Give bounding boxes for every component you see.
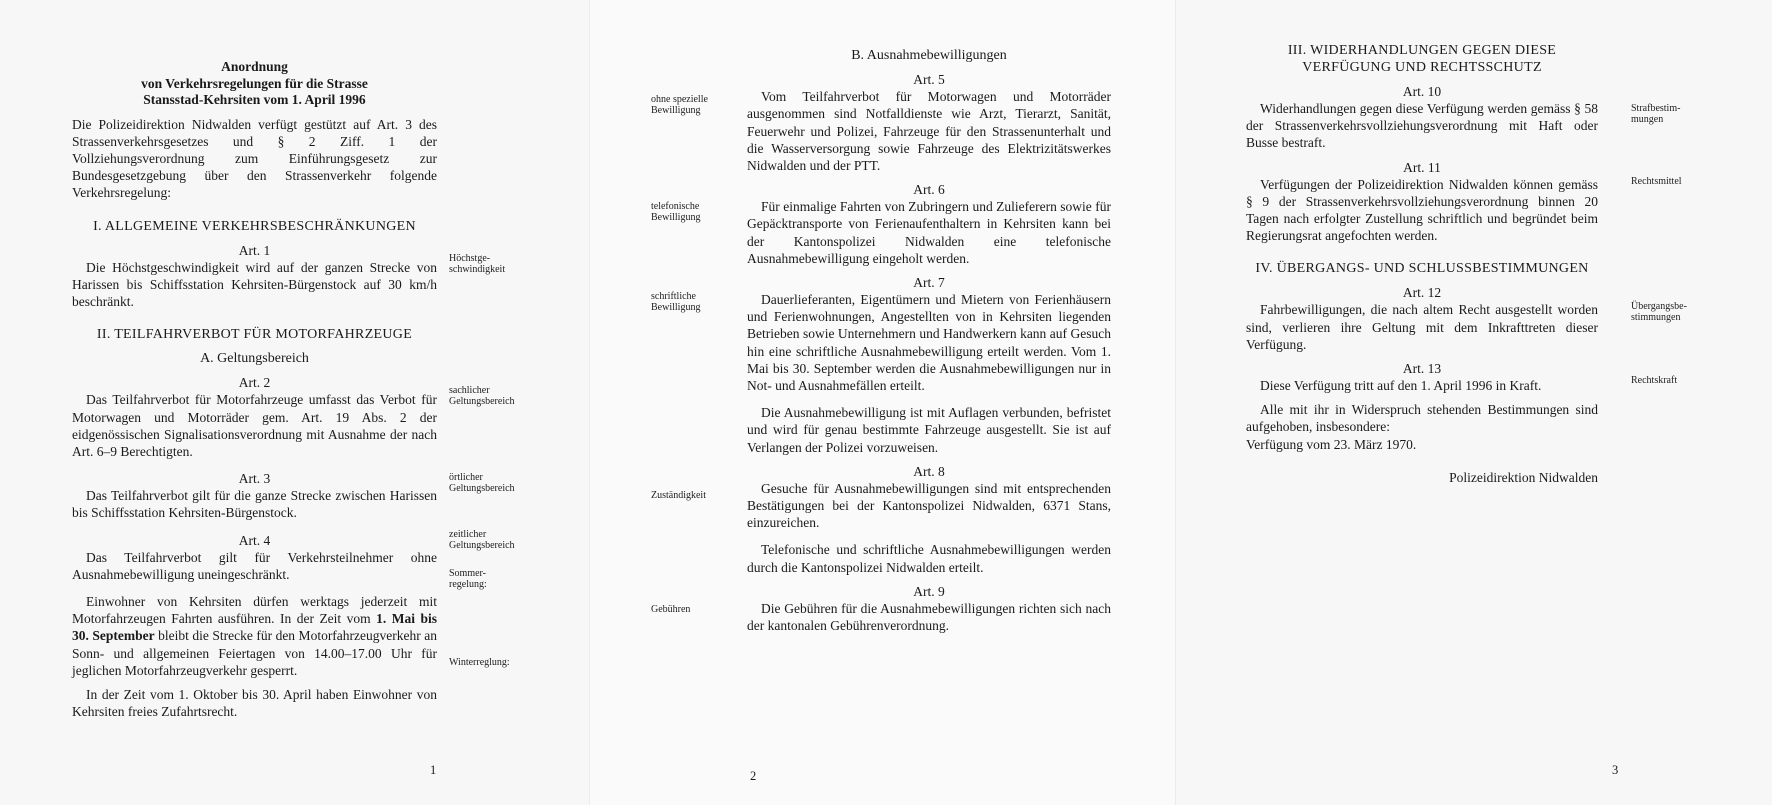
summer-rule-text	[72, 593, 437, 679]
art-7-text-2: Die Ausnahmebewilligung ist mit Auflagen verbunden, befristet und wird für genau bestimmte Fahrzeuge ausgestellt. Sie ist auf Verlangen der Polizei vorzuweisen.	[747, 405, 1111, 455]
art-7-heading: Art. 7	[913, 275, 945, 291]
art-2-text: Das Teilfahrverbot für Motorfahrzeuge umfasst das Verbot für Motorwagen und Motorräder gem. Art. 19 Abs. 2 der eidgenössischen Signalisationsverordnung mit Ausnahme der nach Art. 6–9 Berechtigten.	[72, 392, 437, 459]
section-3-heading	[1246, 42, 1598, 76]
page-1-body	[72, 59, 437, 720]
margin-note-art-9: Gebühren	[651, 604, 691, 615]
section-2-heading: II. TEILFAHRVERBOT FÜR MOTORFAHRZEUGE	[96, 327, 413, 343]
margin-note-art-11: Rechtsmittel	[1631, 176, 1682, 187]
summer-text-b: bleibt die Strecke für den Motorfahrzeugverkehr an Sonn- und allgemeinen Feiertagen von 14.00–17.00 Uhr für jeglichen Motorfahrzeugverkehr gesperrt.	[72, 628, 437, 678]
margin-note-art-7: schriftliche Bewilligung	[651, 291, 701, 313]
art-4-text: Das Teilfahrverbot gilt für Verkehrsteilnehmer ohne Ausnahmebewilligung uneingeschränkt.	[72, 549, 437, 582]
subsection-b-heading: B. Ausnahmebewilligungen	[851, 48, 1007, 63]
art-3-text: Das Teilfahrverbot gilt für die ganze Strecke zwischen Harissen bis Schiffsstation Kehrsiten-Bürgenstock.	[72, 488, 437, 521]
art-1-text: Die Höchstgeschwindigkeit wird auf der ganzen Strecke von Harissen bis Schiffsstation Kehrsiten-Bürgenstock auf 30 km/h beschränkt.	[72, 259, 437, 309]
title-line-3: Stansstad-Kehrsiten vom 1. April 1996	[143, 92, 366, 107]
art-2-heading: Art. 2	[238, 375, 271, 391]
page-3-body	[1246, 42, 1598, 486]
page-number-3: 3	[1612, 763, 1619, 777]
art-10-text: Widerhandlungen gegen diese Verfügung werden gemäss § 58 der Strassenverkehrsvollziehungsverordnung mit Haft oder Busse bestraft.	[1246, 101, 1598, 151]
art-4-heading: Art. 4	[238, 532, 271, 548]
art-6-heading: Art. 6	[913, 182, 945, 198]
margin-note-art-8: Zuständigkeit	[651, 490, 706, 501]
art-8-heading: Art. 8	[913, 463, 945, 479]
art-11-heading: Art. 11	[1403, 159, 1441, 175]
margin-note-art-10: Strafbestim-mungen	[1631, 103, 1681, 125]
page-3	[1176, 0, 1772, 805]
margin-note-summer: Sommer-regelung:	[449, 568, 487, 590]
art-8-text: Gesuche für Ausnahmebewilligungen sind mit entsprechenden Bestätigungen bei der Kantonspolizei Nidwalden, 6371 Stans, einzureichen.	[747, 480, 1111, 531]
art-10-heading: Art. 10	[1402, 84, 1442, 99]
margin-note-art-1: Höchstge-schwindigkeit	[449, 253, 506, 275]
margin-note-art-4: zeitlicher Geltungsbereich	[449, 529, 515, 551]
margin-note-art-5: ohne spezielle Bewilligung	[651, 94, 708, 116]
margin-note-art-2: sachlicher Geltungsbereich	[449, 385, 515, 407]
margin-note-art-12: Übergangsbe-stimmungen	[1631, 301, 1687, 323]
art-9-heading: Art. 9	[913, 583, 945, 599]
art-5-text: Vom Teilfahrverbot für Motorwagen und Motorräder ausgenommen sind Notfalldienste wie Arzt, Tierarzt, Sanität, Feuerwehr und Polizei, Fahrzeuge für den Strassenunterhalt und die Wasserversorgung sowie Fahrzeuge des Elektrizitätswerkes Nidwalden und der PTT.	[747, 89, 1111, 174]
subsection-a-heading: A. Geltungsbereich	[200, 351, 309, 367]
art-3-heading: Art. 3	[238, 471, 271, 487]
page-2-body	[747, 47, 1111, 634]
section-4-heading: IV. ÜBERGANGS- UND SCHLUSSBESTIMMUNGEN	[1255, 261, 1589, 277]
art-7-text: Dauerlieferanten, Eigentümern und Mietern von Ferienhäusern und Ferienwohnungen, Angestellten von in Kehrsiten liegenden Betrieben sowie Unternehmern und Handwerkern kann auf Gesuch hin eine schriftliche Ausnahmebewilligung erteilt werden. Vom 1. Mai bis 30. September werden die Ausnahmebewilligungen nur in Not- und Ausnahmefällen erteilt.	[747, 292, 1111, 394]
art-13-text: Diese Verfügung tritt auf den 1. April 1996 in Kraft.	[1260, 378, 1542, 394]
art-8-text-2: Telefonische und schriftliche Ausnahmebewilligungen werden durch die Kantonspolizei Nidwalden erteilt.	[747, 542, 1111, 575]
art-1-heading: Art. 1	[238, 242, 271, 258]
margin-note-art-3: örtlicher Geltungsbereich	[449, 472, 515, 494]
page-1	[0, 0, 590, 805]
art-13-text-3: Verfügung vom 23. März 1970.	[1246, 436, 1417, 452]
winter-rule-text: In der Zeit vom 1. Oktober bis 30. April haben Einwohner von Kehrsiten freies Zufahrtsrecht.	[72, 686, 437, 720]
art-11-text: Verfügungen der Polizeidirektion Nidwalden können gemäss § 9 der Strassenverkehrsvollziehungsverordnung binnen 20 Tagen nach erfolgter Zustellung schriftlich und begründet beim Regierungsrat angefochten werden.	[1246, 176, 1598, 244]
art-13-text-2: Alle mit ihr in Widerspruch stehenden Bestimmungen sind aufgehoben, insbesondere:	[1246, 402, 1598, 435]
title-line-2: von Verkehrsregelungen für die Strasse	[141, 75, 368, 91]
art-9-text: Die Gebühren für die Ausnahmebewilligungen richten sich nach der kantonalen Gebührenverordnung.	[747, 600, 1111, 634]
section-3-line-1: III. WIDERHANDLUNGEN GEGEN DIESE	[1287, 43, 1557, 58]
art-13-heading: Art. 13	[1402, 361, 1442, 377]
summer-text-bold: 1. Mai bis 30. September	[72, 611, 437, 644]
page-number-2: 2	[750, 769, 757, 783]
margin-note-art-6: telefonische Bewilligung	[651, 201, 701, 223]
section-3-line-2: VERFÜGUNG UND RECHTSSCHUTZ	[1302, 60, 1542, 75]
art-6-text: Für einmalige Fahrten von Zubringern und Zulieferern sowie für Gepäcktransporte von Ferienaufenthaltern in Kehrsiten kann bei der Kantonspolizei Nidwalden eine telefonische Ausnahmebewilligung eingeholt werden.	[747, 199, 1111, 266]
intro-paragraph: Die Polizeidirektion Nidwalden verfügt gestützt auf Art. 3 des Strassenverkehrsgesetzes und § 2 Ziff. 1 der Vollziehungsverordnung zum Einführungsgesetz zur Bundesgesetzgebung über den Strassenverkehr folgende Verkehrsregelung:	[72, 116, 437, 201]
art-12-heading: Art. 12	[1402, 285, 1442, 301]
signature: Polizeidirektion Nidwalden	[1449, 469, 1598, 485]
art-12-text: Fahrbewilligungen, die nach altem Recht ausgestellt worden sind, verlieren ihre Geltung mit dem Inkrafttreten dieser Verfügung.	[1246, 302, 1598, 352]
section-1-heading: I. ALLGEMEINE VERKEHRSBESCHRÄNKUNGEN	[93, 218, 416, 234]
art-5-heading: Art. 5	[913, 72, 945, 88]
page-2	[590, 0, 1176, 805]
margin-note-winter: Winterreglung:	[449, 657, 510, 668]
page-number-1: 1	[430, 763, 437, 777]
summer-text-a: Einwohner von Kehrsiten dürfen werktags jederzeit mit Motorfahrzeugen Fahrten ausführen. In der Zeit vom	[72, 593, 437, 627]
title-line-1: Anordnung	[221, 59, 288, 74]
document-title	[72, 59, 437, 109]
margin-note-art-13: Rechtskraft	[1631, 375, 1678, 386]
